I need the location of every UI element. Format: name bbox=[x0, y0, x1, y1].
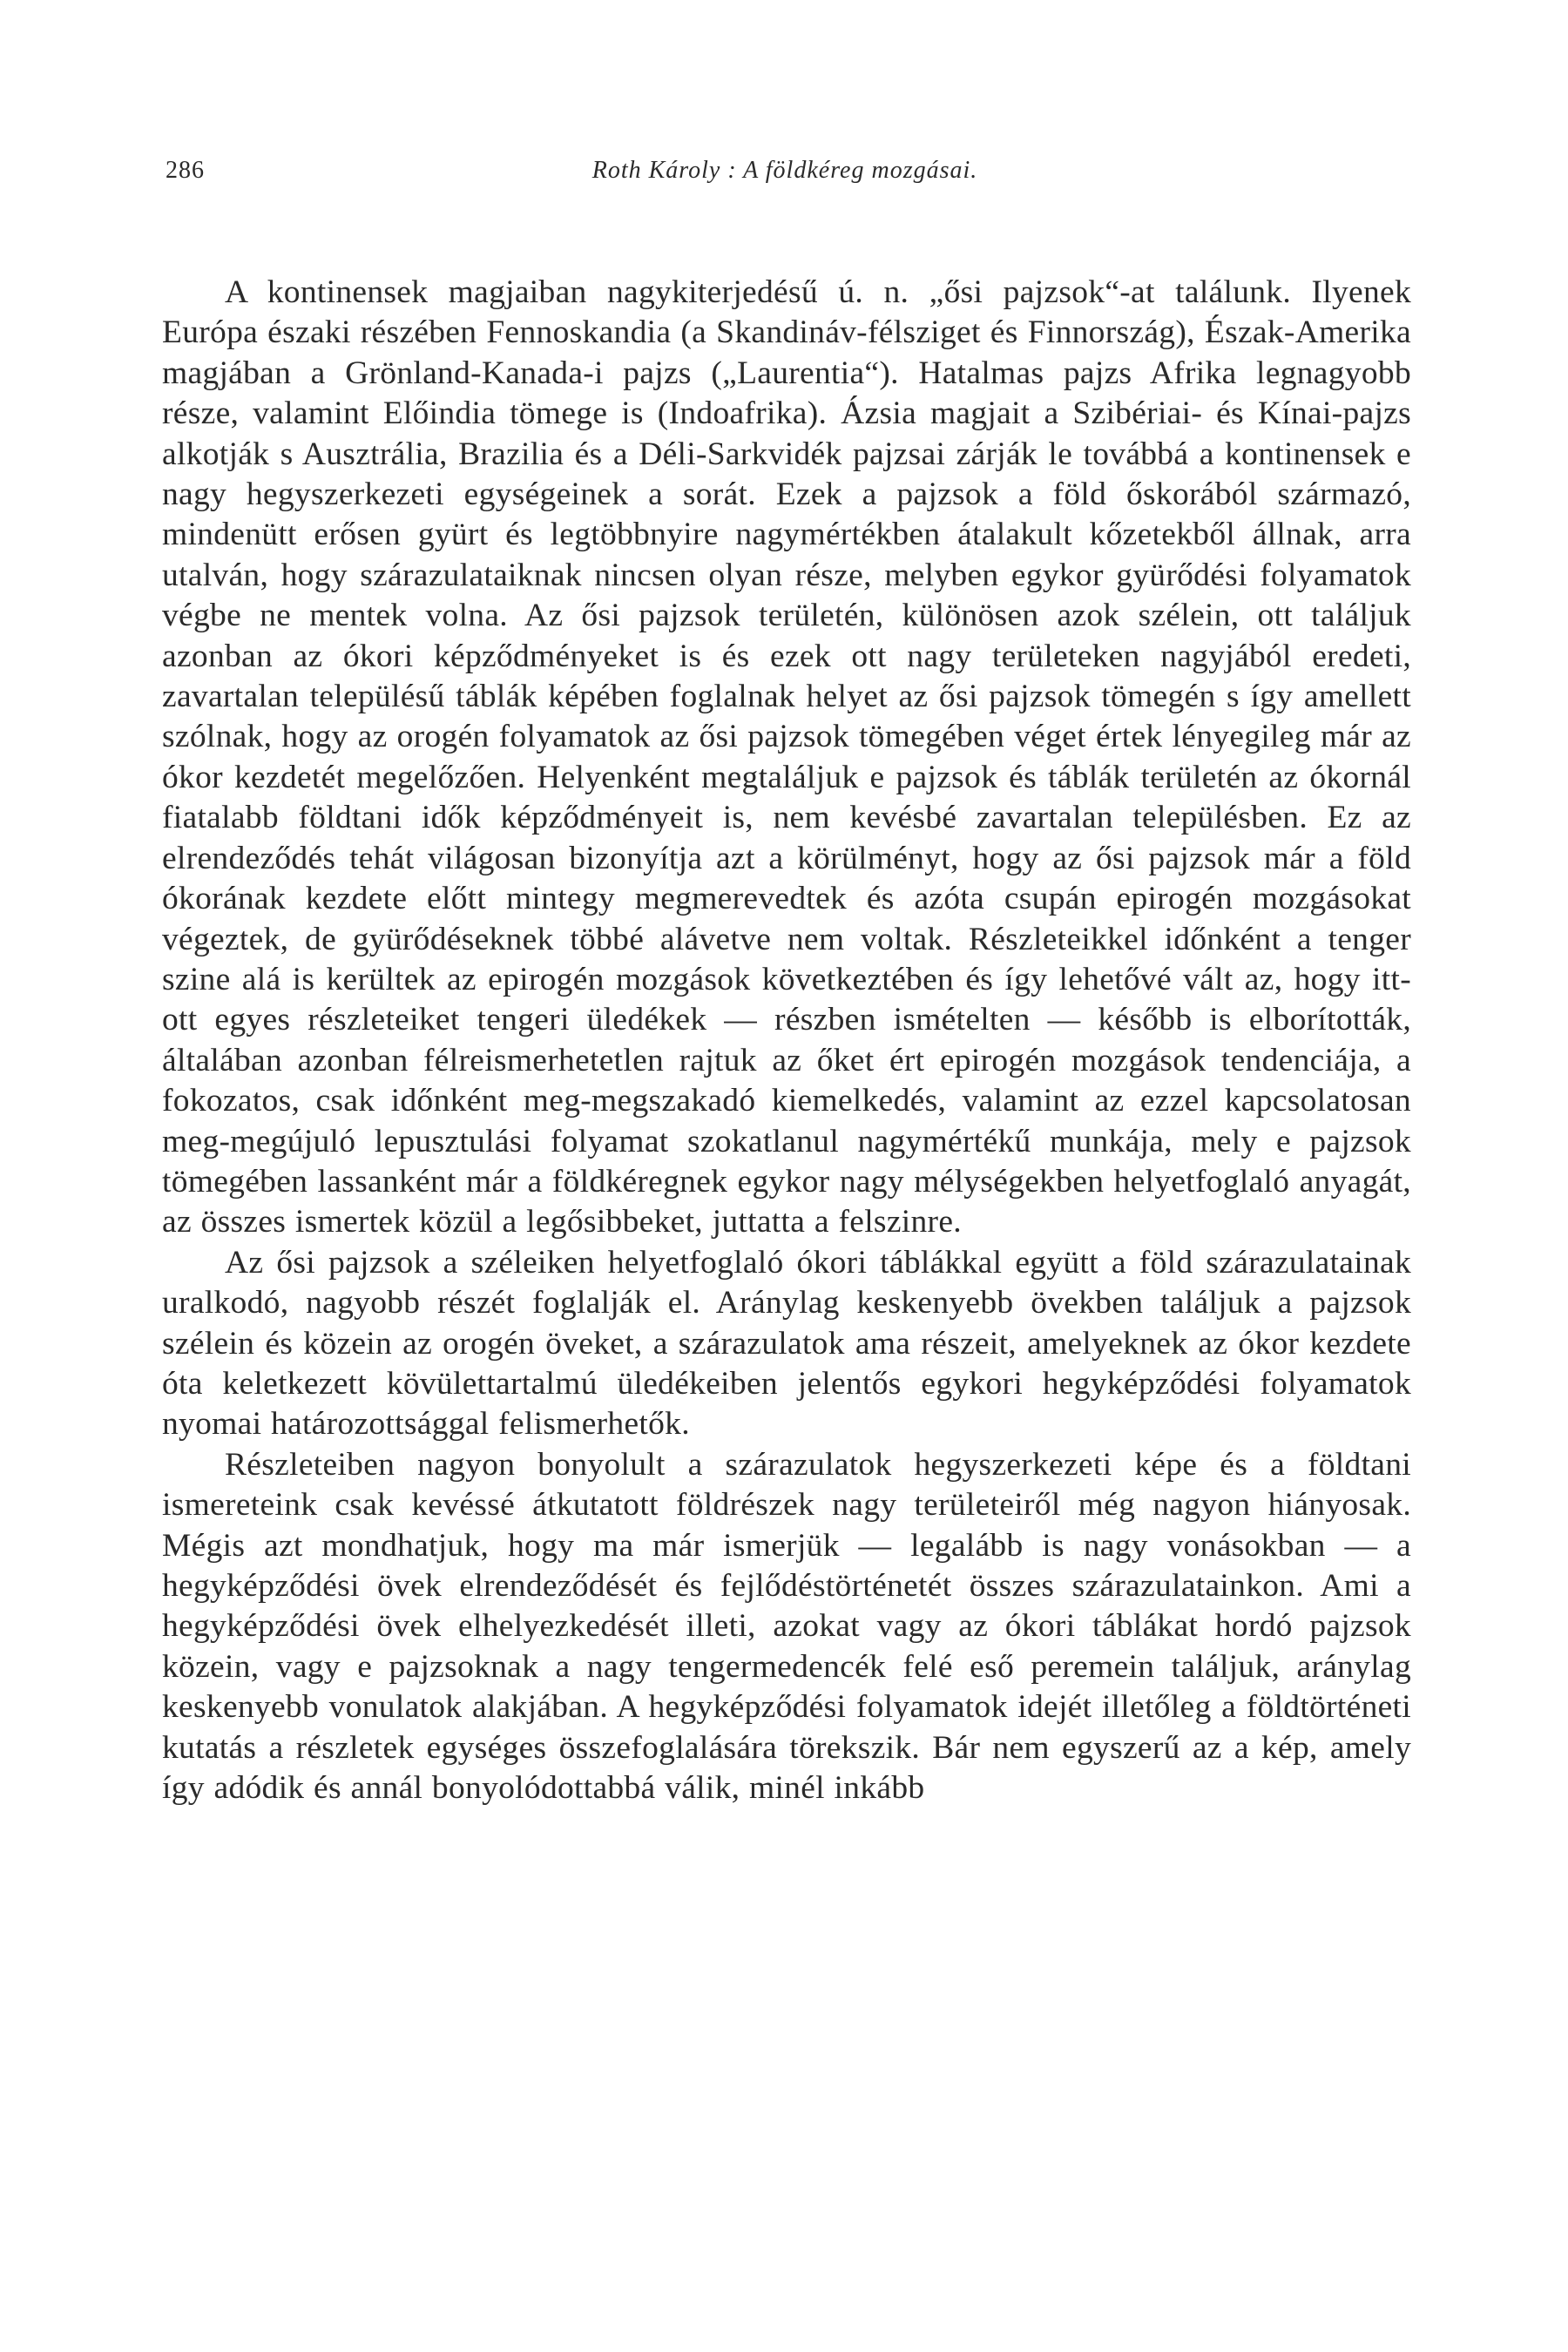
running-head: Roth Károly : A földkéreg mozgásai. bbox=[591, 157, 978, 184]
paragraph-1: A kontinensek magjaiban nagykiterjedésű ú. n. „ősi pajzsok“-at találunk. Ilyenek Európa északi részében Fennoskandia (a Skandináv-félsziget és Finnország), Észak-Amerika magjában a Grönland-Kanada-i pajzs („Laurentia“). Hatalmas pajzs Afrika legnagyobb része, valamint Előindia tömege is (Indoafrika). Ázsia magjait a Szibériai- és Kínai-pajzs alkotják s Ausztrália, Brazilia és a Déli-Sarkvidék pajzsai zárják le továbbá a kontinensek e nagy hegyszerkezeti egységeinek a sorát. Ezek a pajzsok a föld őskorából származó, mindenütt erősen gyürt és legtöbbnyire nagymértékben átalakult kőzetekből állnak, arra utalván, hogy szárazulataiknak nincsen olyan része, melyben egykor gyürődési folyamatok végbe ne mentek volna. Az ősi pajzsok területén, különösen azok szélein, ott találjuk azonban az ókori képződményeket is és ezek ott nagy területeken nagyjából eredeti, zavartalan településű táblák képében foglalnak helyet az ősi pajzsok tömegén s így amellett szólnak, hogy az orogén folyamatok az ősi pajzsok tömegében véget értek lényegileg már az ókor kezdetét megelőzően. Helyenként megtaláljuk e pajzsok és táblák területén az ókornál fiatalabb földtani idők képződményeit is, nem kevésbé zavartalan településben. Ez az elrendeződés tehát világosan bizonyítja azt a körülményt, hogy az ősi pajzsok már a föld ókorának kezdete előtt mintegy megmerevedtek és azóta csupán epirogén mozgásokat végeztek, de gyürődéseknek többé alávetve nem voltak. Részleteikkel időnként a tenger szine alá is kerültek az epirogén mozgások következtében és így lehetővé vált az, hogy itt-ott egyes részleteiket tengeri üledékek — részben ismételten — később is elborították, általában azonban félreismerhetetlen rajtuk az őket ért epirogén mozgások tendenciája, a fokozatos, csak időnként meg-megszakadó kiemelkedés, valamint az ezzel kapcsolatosan meg-megújuló lepusztulási folyamat szokatlanul nagymértékű munkája, mely e pajzsok tömegében lassanként már a földkéregnek egykor nagy mélységekben helyetfoglaló anyagát, az összes ismertek közül a legősibbeket, juttatta a felszinre. bbox=[162, 274, 1411, 1240]
paragraph-3: Részleteiben nagyon bonyolult a szárazulatok hegyszerkezeti képe és a földtani ismereteink csak kevéssé átkutatott földrészek nagy területeiről még nagyon hiányosak. Mégis azt mondhatjuk, hogy ma már ismerjük — legalább is nagy vonásokban — a hegyképződési övek elrendeződését és fejlődéstörténetét összes szárazulatainkon. Ami a hegyképződési övek elhelyezkedését illeti, azokat vagy az ókori táblákat hordó pajzsok közein, vagy e pajzsoknak a nagy tengermedencék felé eső peremein találjuk, aránylag keskenyebb vonulatok alakjában. A hegyképződési folyamatok idejét illetőleg a földtörténeti kutatás a részletek egységes összefoglalására törekszik. Bár nem egyszerű az a kép, amely így adódik és annál bonyolódottabbá válik, minél inkább bbox=[162, 1446, 1411, 1807]
body-text bbox=[162, 273, 1411, 1808]
paragraph-2: Az ősi pajzsok a széleiken helyetfoglaló ókori táblákkal együtt a föld szárazulatainak uralkodó, nagyobb részét foglalják el. Aránylag keskenyebb övekben találjuk a pajzsok szélein és közein az orogén öveket, a szárazulatok ama részeit, amelyeknek az ókor kezdete óta keletkezett kövülettartalmú üledékeiben jelentős egykori hegyképződési folyamatok nyomai határozottsággal felismerhetők. bbox=[162, 1244, 1411, 1443]
page-number: 286 bbox=[166, 157, 205, 184]
page-header bbox=[166, 157, 1404, 192]
